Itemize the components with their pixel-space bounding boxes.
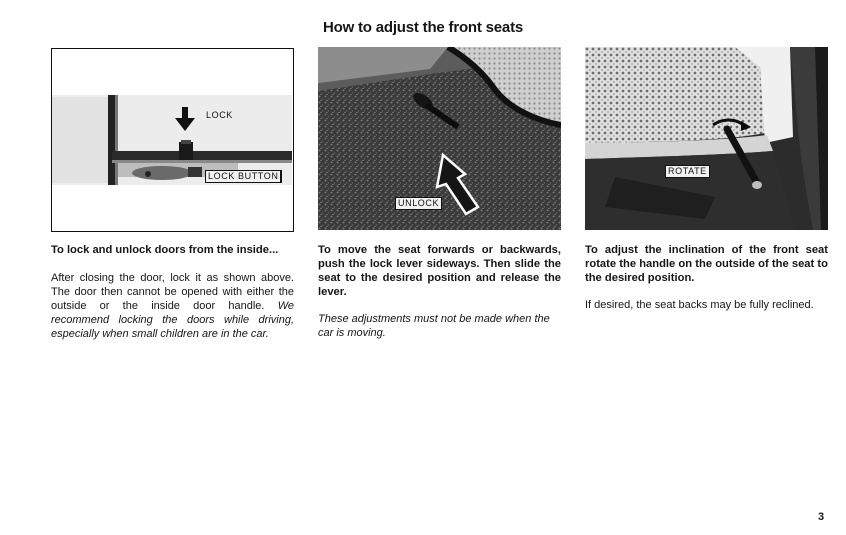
seat-recline-illustration xyxy=(585,47,828,230)
door-lock-heading: To lock and unlock doors from the inside... xyxy=(51,244,279,256)
door-lock-illustration xyxy=(52,49,292,230)
seat-recline-heading: To adjust the inclination of the front seat rotate the handle on the outside of the seat to the desired position. xyxy=(585,244,828,284)
door-lock-section xyxy=(51,243,294,341)
door-lock-body-italic: We recommend locking the doors while driving, especially when small children are in the car. xyxy=(51,300,294,340)
seat-slide-caution: These adjustments must not be made when the car is moving. xyxy=(318,313,550,339)
seat-recline-section xyxy=(585,243,828,312)
door-lock-body-plain: After closing the door, lock it as shown above. The door then cannot be opened with either the outside or the inside door handle. xyxy=(51,272,294,312)
page-title: How to adjust the front seats xyxy=(322,19,524,36)
seat-recline-photo xyxy=(585,47,828,230)
door-lock-photo xyxy=(51,48,294,232)
unlock-label: UNLOCK xyxy=(395,197,442,210)
page-number: 3 xyxy=(818,511,825,523)
arrow-down-icon xyxy=(182,107,188,119)
seat-lever-photo xyxy=(318,47,561,230)
door-lock-body xyxy=(51,271,294,341)
seat-recline-body: If desired, the seat backs may be fully reclined. xyxy=(585,299,814,311)
lock-label: LOCK xyxy=(206,110,233,120)
seat-slide-heading: To move the seat forwards or backwards, push the lock lever sideways. Then slide the seat to the desired position and release the lever. xyxy=(318,244,561,298)
rotate-label: ROTATE xyxy=(665,165,710,178)
lock-button-label: LOCK BUTTON xyxy=(205,170,282,183)
seat-slide-section xyxy=(318,243,561,340)
